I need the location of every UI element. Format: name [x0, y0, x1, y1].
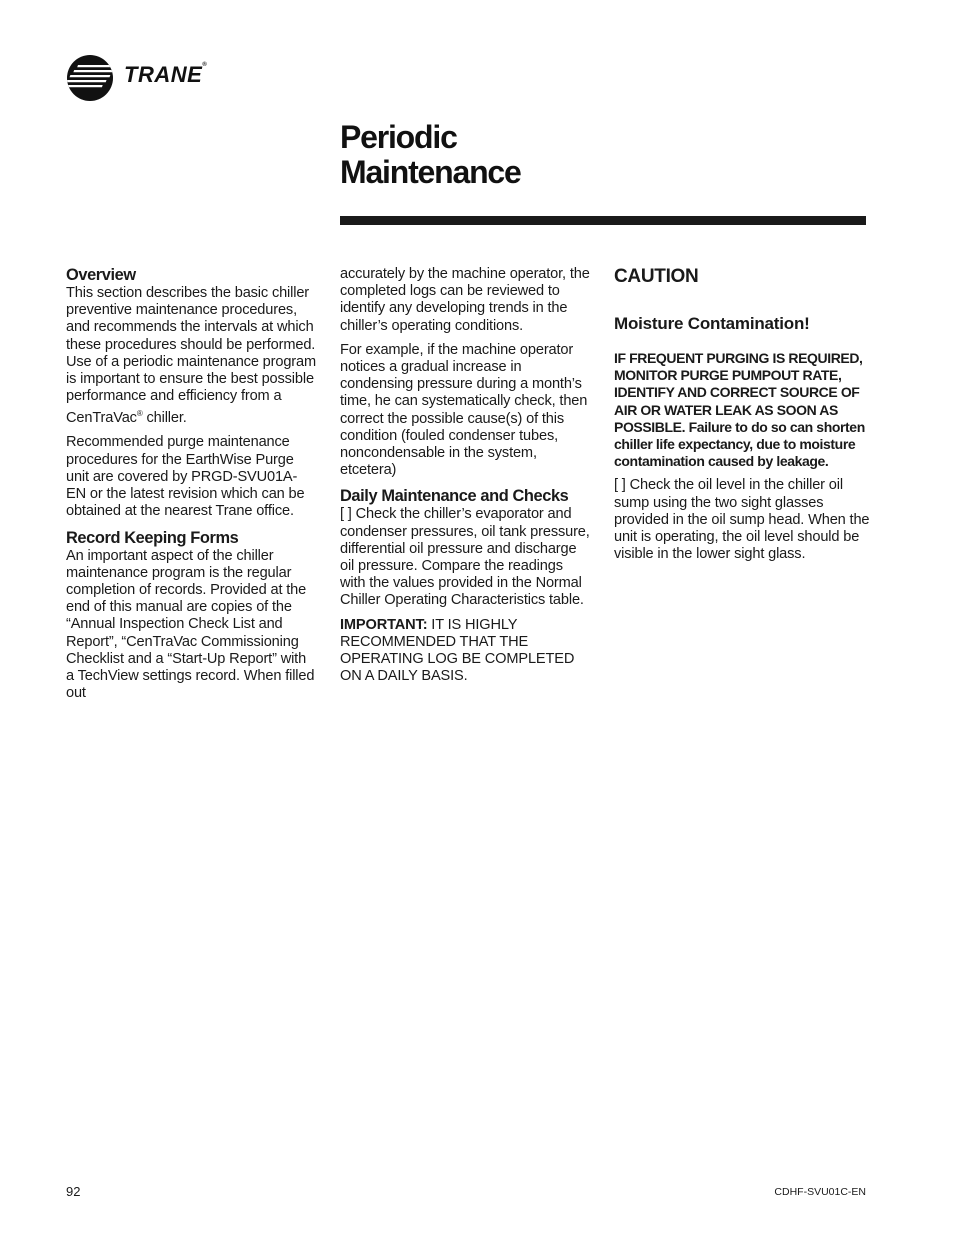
title-line-1: Periodic	[340, 119, 457, 155]
moisture-contamination-heading: Moisture Contamination!	[614, 314, 810, 333]
page-title	[340, 120, 521, 190]
title-line-2: Maintenance	[340, 154, 521, 190]
trane-logo	[66, 54, 216, 102]
caution-heading: CAUTION	[614, 266, 699, 287]
record-keeping-heading: Record Keeping Forms	[66, 528, 239, 547]
daily-check-paragraph: [ ] Check the chiller’s evaporator and condenser pressures, oil tank pressure, differential oil pressure and discharge oil pressure. Compare the readings with the values provided in the Normal Chiller Operating Characteristics table.	[340, 506, 590, 609]
column-3	[614, 266, 870, 570]
column-2	[340, 266, 590, 692]
record-keeping-paragraph: An important aspect of the chiller maintenance program is the regular completion of records. Provided at the end of this manual are copies of the “Annual Inspection Check List and Report”, “CenTraVac Commissioning Checklist and a “Start-Up Report” with a TechView settings record. When filled out	[66, 547, 315, 702]
caution-warning-text: IF FREQUENT PURGING IS REQUIRED, MONITOR PURGE PUMPOUT RATE, IDENTIFY AND CORRECT SOURCE OF AIR OR WATER LEAK AS SOON AS POSSIBLE. Failure to do so can shorten chiller life expectancy, due to moisture contamination caused by leakage.	[614, 350, 865, 470]
column-1	[66, 266, 316, 709]
document-code: CDHF-SVU01C-EN	[774, 1186, 866, 1198]
title-rule	[340, 216, 866, 225]
trane-logo-icon	[66, 54, 114, 102]
overview-heading: Overview	[66, 266, 136, 284]
important-note: IMPORTANT: IT IS HIGHLY RECOMMENDED THAT THE OPERATING LOG BE COMPLETED ON A DAILY BASIS.	[340, 616, 575, 685]
page-number: 92	[66, 1184, 81, 1199]
logs-paragraph: accurately by the machine operator, the completed logs can be reviewed to identify any developing trends in the chiller’s operating conditions.	[340, 266, 590, 334]
oil-level-paragraph: [ ] Check the oil level in the chiller oil sump using the two sight glasses provided in the oil sump head. When the unit is operating, the oil level should be visible in the lower sight glass.	[614, 477, 870, 563]
overview-paragraph-2: Recommended purge maintenance procedures for the EarthWise Purge unit are covered by PRGD-SVU01A-EN or the latest revision which can be obtained at the nearest Trane office.	[66, 434, 305, 520]
overview-paragraph-1: This section describes the basic chiller preventive maintenance procedures, and recommends the intervals at which these procedures should be performed. Use of a periodic maintenance program is important to ensure the best possible performance and efficiency from a CenTraVac® chiller.	[66, 285, 316, 427]
example-paragraph: For example, if the machine operator notices a gradual increase in condensing pressure during a month’s time, he can systematically check, then correct the possible cause(s) of this condition (fouled condenser tubes, noncondensable in the system, etcetera)	[340, 341, 588, 479]
brand-wordmark: TRANE®	[124, 62, 208, 87]
daily-maintenance-heading: Daily Maintenance and Checks	[340, 487, 569, 506]
